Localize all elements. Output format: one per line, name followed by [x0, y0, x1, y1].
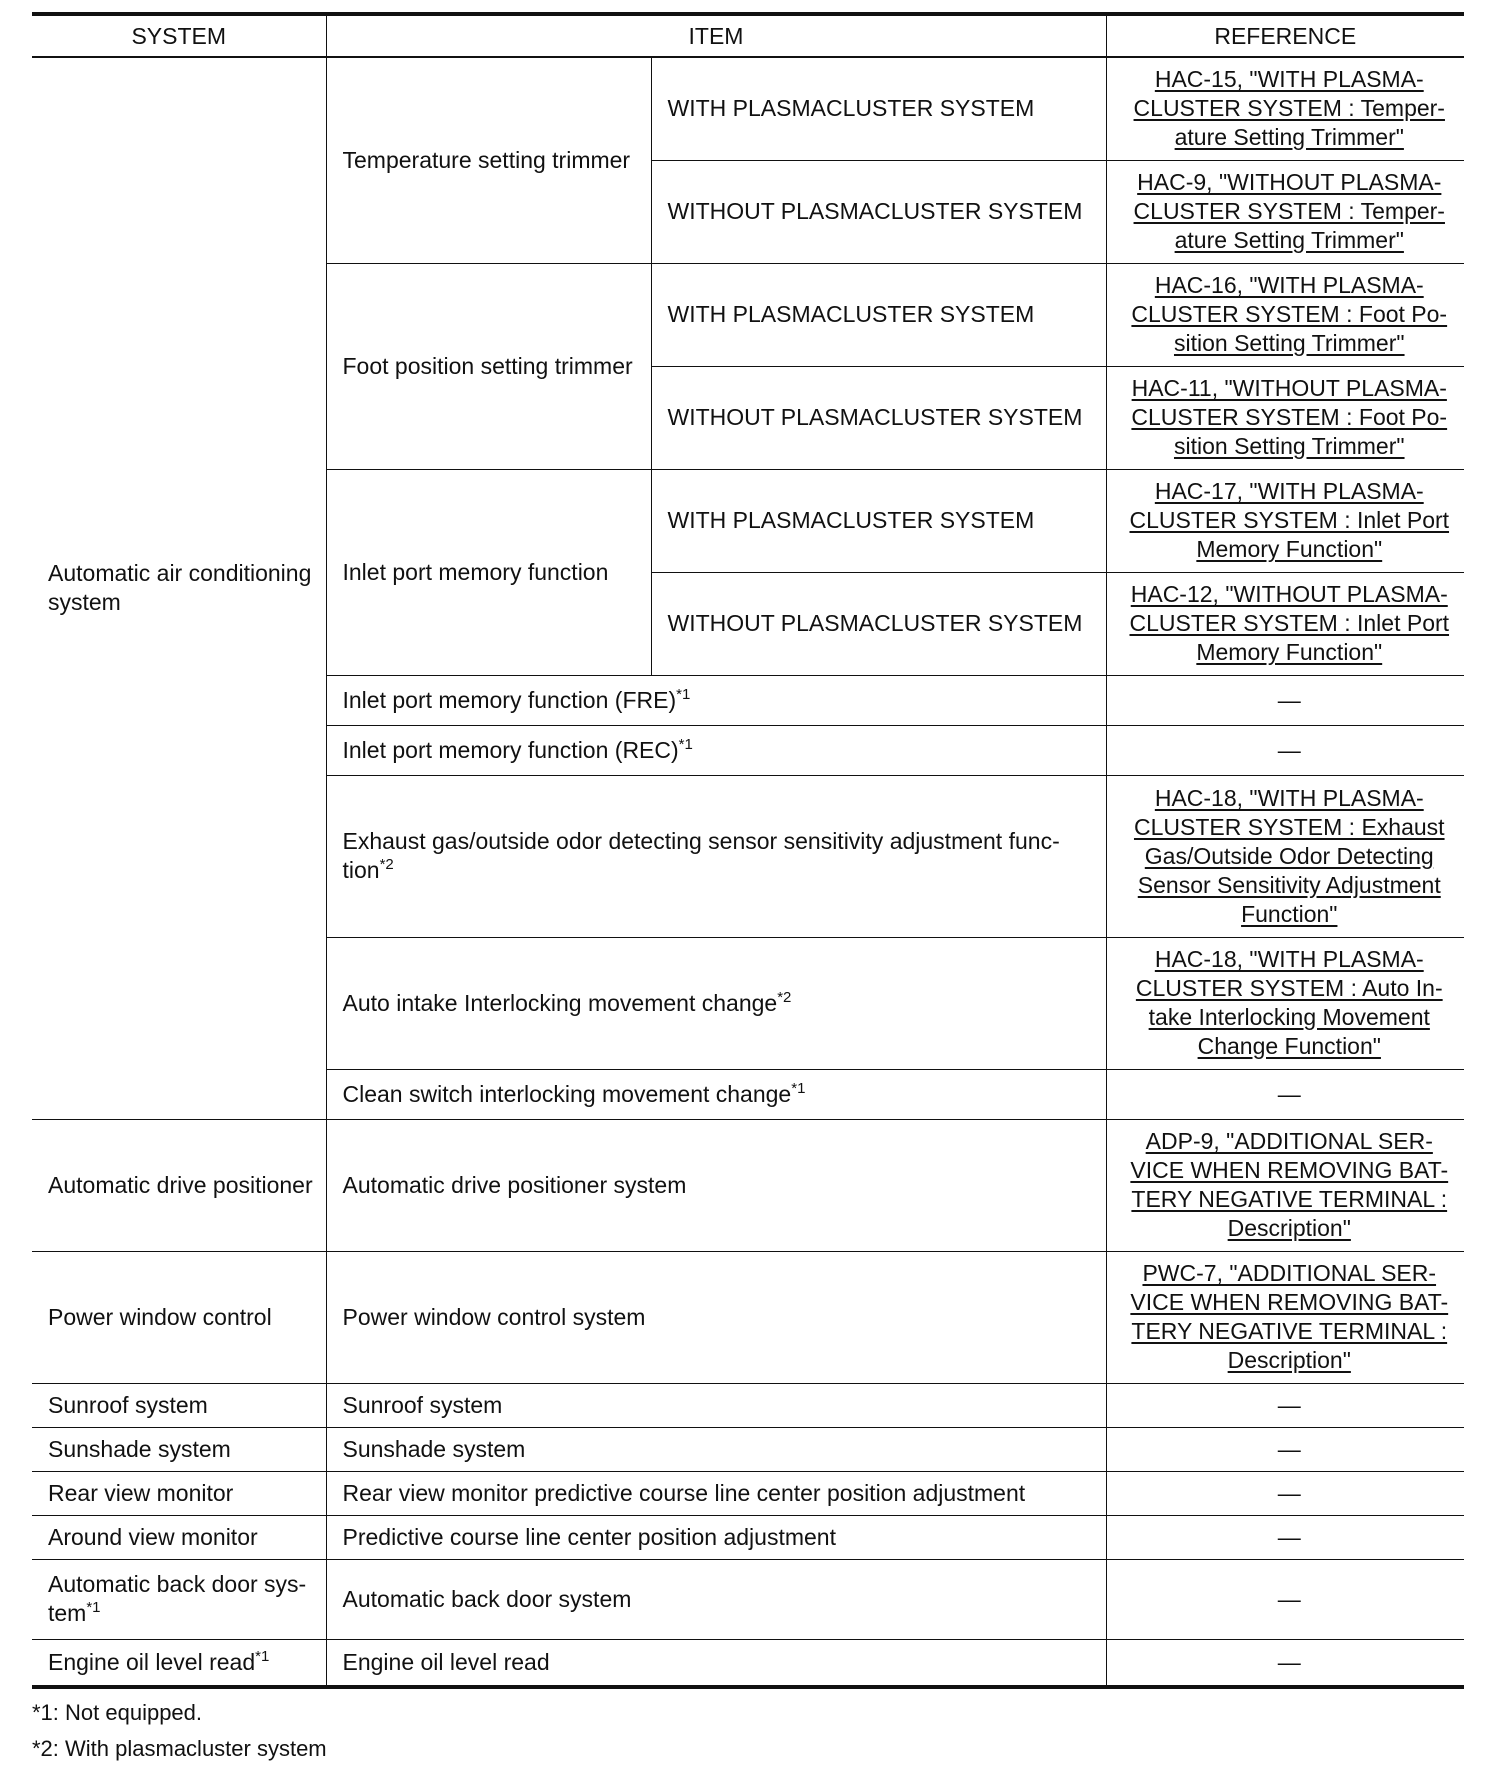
system-auto-ac: Automatic air conditioning system [32, 57, 326, 1119]
reference-empty: — [1106, 725, 1464, 775]
reference-link-hac18-intake[interactable]: HAC-18, "WITH PLASMA-CLUSTER SYSTEM : Auto In-take Interlocking Movement Change Function" [1135, 946, 1443, 1059]
reference-cell [1106, 572, 1464, 675]
reference-link-hac16[interactable]: HAC-16, "WITH PLASMA-CLUSTER SYSTEM : Foot Po-sition Setting Trimmer" [1131, 272, 1448, 356]
reference-cell [1106, 366, 1464, 469]
item-clean-switch [326, 1069, 1106, 1119]
reference-link-hac17[interactable]: HAC-17, "WITH PLASMA-CLUSTER SYSTEM : Inlet Port Memory Function" [1129, 478, 1450, 562]
item-inlet-rec [326, 725, 1106, 775]
footnote-mark: *1 [791, 1079, 806, 1097]
item-auto-intake [326, 937, 1106, 1069]
item-inlet-memory: Inlet port memory function [326, 469, 651, 675]
reference-cell [1106, 775, 1464, 937]
reference-empty: — [1106, 1471, 1464, 1515]
reference-cell [1106, 937, 1464, 1069]
variant-without-plasma: WITHOUT PLASMACLUSTER SYSTEM [651, 366, 1106, 469]
item-around-view-adjust: Predictive course line center position adjustment [326, 1515, 1106, 1559]
system-back-door [32, 1559, 326, 1639]
reference-empty: — [1106, 1427, 1464, 1471]
item-text: Exhaust gas/outside odor detecting sensor sensitivity adjustment func-tion [342, 828, 1060, 883]
item-text: Inlet port memory function (FRE) [342, 686, 677, 713]
item-rear-view-adjust: Rear view monitor predictive course line center position adjustment [326, 1471, 1106, 1515]
item-foot-trimmer: Foot position setting trimmer [326, 263, 651, 469]
item-oil-level-read: Engine oil level read [326, 1639, 1106, 1687]
reference-cell [1106, 57, 1464, 160]
reference-empty: — [1106, 1639, 1464, 1687]
footnote-2: *2: With plasmacluster system [32, 1736, 327, 1761]
reference-cell [1106, 469, 1464, 572]
system-power-window: Power window control [32, 1251, 326, 1383]
table-header-row [32, 14, 1464, 57]
reference-empty: — [1106, 1559, 1464, 1639]
reference-cell [1106, 1251, 1464, 1383]
item-inlet-fre [326, 675, 1106, 725]
item-sunroof-system: Sunroof system [326, 1383, 1106, 1427]
variant-with-plasma: WITH PLASMACLUSTER SYSTEM [651, 263, 1106, 366]
footnote-mark: *1 [678, 735, 693, 753]
footnote-mark: *1 [86, 1599, 101, 1616]
item-text: Auto intake Interlocking movement change [342, 989, 778, 1016]
footnote-mark: *2 [777, 988, 792, 1006]
footnote-mark: *2 [379, 856, 394, 873]
table-row [32, 57, 1464, 160]
variant-with-plasma: WITH PLASMACLUSTER SYSTEM [651, 469, 1106, 572]
reference-empty: — [1106, 1383, 1464, 1427]
table-row [32, 1639, 1464, 1687]
variant-without-plasma: WITHOUT PLASMACLUSTER SYSTEM [651, 572, 1106, 675]
reference-link-pwc7[interactable]: PWC-7, "ADDITIONAL SER-VICE WHEN REMOVING BAT-TERY NEGATIVE TERMINAL : Description" [1130, 1260, 1449, 1373]
reference-cell [1106, 1119, 1464, 1251]
table-row [32, 1251, 1464, 1383]
item-exhaust-sensor [326, 775, 1106, 937]
variant-without-plasma: WITHOUT PLASMACLUSTER SYSTEM [651, 160, 1106, 263]
item-back-door-system: Automatic back door system [326, 1559, 1106, 1639]
system-rear-view: Rear view monitor [32, 1471, 326, 1515]
reference-link-hac11[interactable]: HAC-11, "WITHOUT PLASMA-CLUSTER SYSTEM : Foot Po-sition Setting Trimmer" [1131, 375, 1448, 459]
header-item: ITEM [326, 14, 1106, 57]
reference-empty: — [1106, 675, 1464, 725]
footnote-mark: *1 [676, 685, 691, 703]
header-reference: REFERENCE [1106, 14, 1464, 57]
reference-cell [1106, 263, 1464, 366]
table-row [32, 1471, 1464, 1515]
item-text: Inlet port memory function (REC) [342, 736, 679, 763]
table-row [32, 1515, 1464, 1559]
item-auto-drive-system: Automatic drive positioner system [326, 1119, 1106, 1251]
system-reference-table [32, 12, 1464, 1689]
table-row [32, 1559, 1464, 1639]
system-auto-drive: Automatic drive positioner [32, 1119, 326, 1251]
reference-link-hac12[interactable]: HAC-12, "WITHOUT PLASMA-CLUSTER SYSTEM : Inlet Port Memory Function" [1129, 581, 1450, 665]
footnote-mark: *1 [255, 1647, 270, 1665]
system-text: Automatic back door sys-tem [48, 1571, 307, 1626]
variant-with-plasma: WITH PLASMACLUSTER SYSTEM [651, 57, 1106, 160]
reference-empty: — [1106, 1515, 1464, 1559]
footnotes [32, 1695, 1464, 1767]
reference-link-hac15[interactable]: HAC-15, "WITH PLASMA-CLUSTER SYSTEM : Temper-ature Setting Trimmer" [1133, 66, 1445, 151]
item-sunshade-system: Sunshade system [326, 1427, 1106, 1471]
table-row [32, 1427, 1464, 1471]
reference-empty: — [1106, 1069, 1464, 1119]
system-sunshade: Sunshade system [32, 1427, 326, 1471]
reference-link-adp9[interactable]: ADP-9, "ADDITIONAL SER-VICE WHEN REMOVING BAT-TERY NEGATIVE TERMINAL : Description" [1130, 1128, 1449, 1241]
reference-cell [1106, 160, 1464, 263]
system-text: Engine oil level read [48, 1648, 256, 1675]
header-system: SYSTEM [32, 14, 326, 57]
reference-link-hac9[interactable]: HAC-9, "WITHOUT PLASMA-CLUSTER SYSTEM : Temper-ature Setting Trimmer" [1133, 169, 1445, 253]
item-power-window-system: Power window control system [326, 1251, 1106, 1383]
item-temp-trimmer: Temperature setting trimmer [326, 57, 651, 263]
reference-link-hac18-exhaust[interactable]: HAC-18, "WITH PLASMA-CLUSTER SYSTEM : Exhaust Gas/Outside Odor Detecting Sensor Sensitivity Adjustment Function" [1133, 784, 1445, 927]
system-around-view: Around view monitor [32, 1515, 326, 1559]
footnote-1: *1: Not equipped. [32, 1700, 203, 1725]
reference-document [32, 12, 1464, 1767]
system-sunroof: Sunroof system [32, 1383, 326, 1427]
item-text: Clean switch interlocking movement change [342, 1080, 792, 1107]
table-row [32, 1383, 1464, 1427]
system-oil-level [32, 1639, 326, 1687]
table-row [32, 1119, 1464, 1251]
